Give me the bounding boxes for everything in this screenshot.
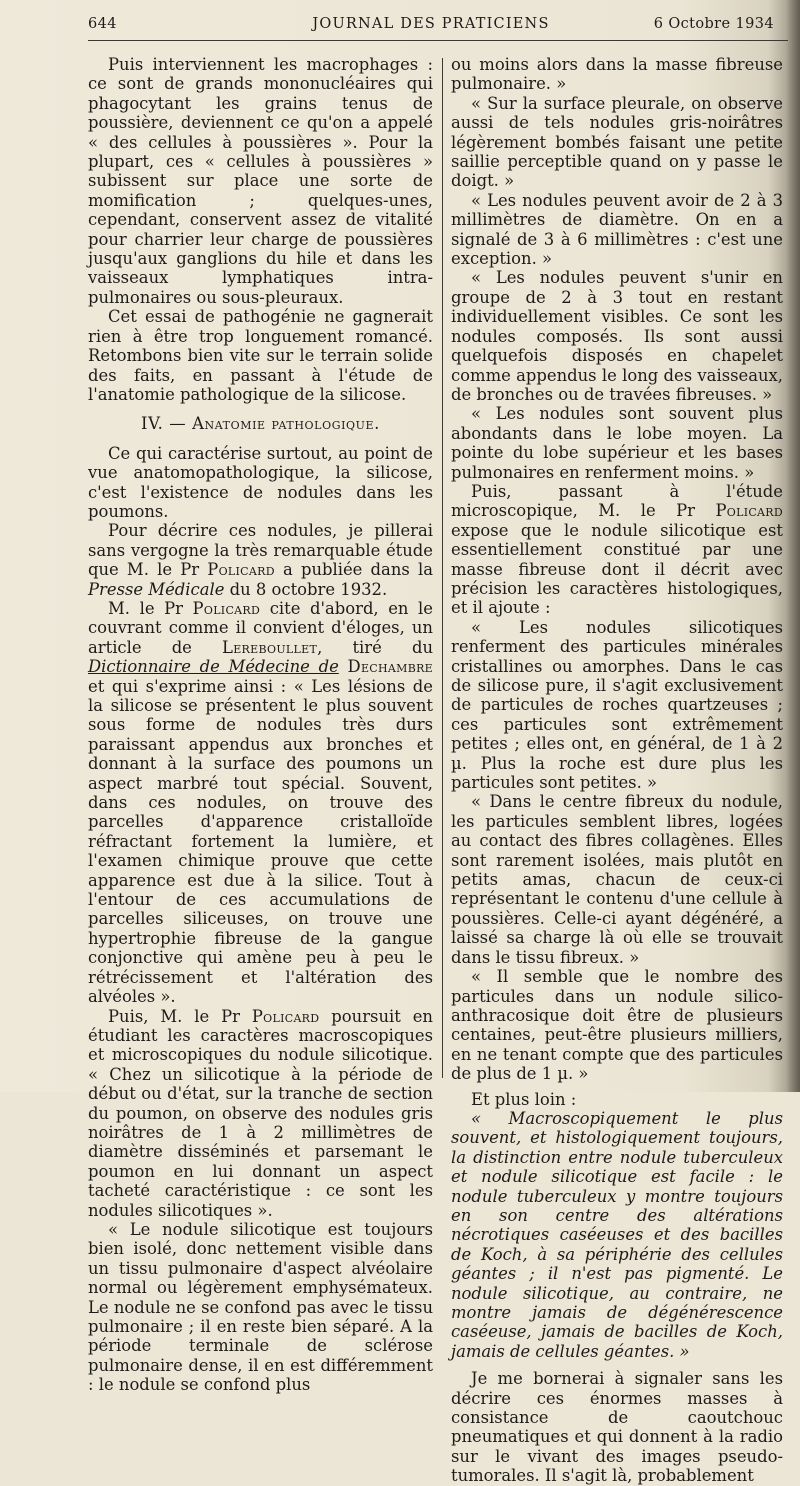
journal-title: JOURNAL DES PRATICIENS bbox=[312, 16, 550, 32]
paragraph: « Les nodules sont souvent plus abondants dans le lobe moyen. La pointe du lobe supérieur et les bases pulmonaires en renferment moins. » bbox=[451, 404, 783, 482]
paragraph: « Les nodules peuvent s'unir en groupe de 2 à 3 tout en restant individuellement visibles. Ce sont les nodules composés. Ils sont aussi quelquefois disposés en chapelet comme appendus le long des vaisseaux, de bronches ou de travées fibreuses. » bbox=[451, 268, 783, 404]
quoted-paragraph: « Macroscopiquement le plus souvent, et histologiquement toujours, la distinction entre nodule tuberculeux et nodule silicotique est facile : le nodule tuberculeux y montre toujours en son centre des altérations nécrotiques caséeuses et des bacilles de Koch, à sa périphérie des cellules géantes ; il n'est pas pigmenté. Le nodule silicotique, au contraire, ne montre jamais de dégénérescence caséeuse, jamais de bacilles de Koch, jamais de cellules géantes. » bbox=[451, 1108, 783, 1361]
paragraph: Pour décrire ces nodules, je pillerai sans vergogne la très remarquable étude que M. le Pr Policard a publiée dans la Presse Médicale du 8 octobre 1932. bbox=[88, 521, 433, 599]
paragraph: Cet essai de pathogénie ne gagnerait rien à être trop longuement romancé. Retombons bien vite sur le terrain solide des faits, en passant à l'étude de l'anatomie pathologique de la silicose. bbox=[88, 307, 433, 404]
page-header bbox=[88, 14, 774, 38]
paragraph: Puis interviennent les macrophages : ce sont de grands mononucléaires qui phagocytant les grains tenus de poussière, deviennent ce qu'on a appelé « des cellules à poussières ». Pour la plupart, ces « cellules à poussières » subissent sur place une sorte de momification ; quelques-unes, cependant, conservent assez de vitalité pour charrier leur charge de poussières jusqu'aux ganglions du hile et dans les vaisseaux lymphatiques intra-pulmonaires ou sous-pleuraux. bbox=[88, 55, 433, 307]
section-heading: IV. — Anatomie pathologique. bbox=[141, 414, 380, 434]
page-edge-shadow bbox=[786, 0, 800, 1092]
paragraph: M. le Pr Policard cite d'abord, en le couvrant comme il convient d'éloges, un article de Lereboullet, tiré du Dictionnaire de Médecine de Dechambre et qui s'exprime ainsi : « Les lésions de la silicose se présentent le plus souvent sous forme de nodules très durs paraissant appendus aux bronches et donnant à la surface des poumons un aspect marbré tout spécial. Souvent, dans ces nodules, on trouve des parcelles d'apparence cristalloïde réfractant fortement la lumière, et l'examen chimique prouve que cette apparence est due à la silice. Tout à l'entour de ces accumulations de parcelles siliceuses, on trouve une hypertrophie fibreuse de la gangue conjonctive qui amène peu à peu le rétrécissement et l'altération des alvéoles ». bbox=[88, 598, 433, 1007]
paragraph: « Dans le centre fibreux du nodule, les particules semblent libres, logées au contact des fibres collagènes. Elles sont rarement isolées, mais plutôt en petits amas, chacun de ceux-ci représentant le contenu d'une cellule à poussières. Celle-ci ayant dégénéré, a laissé sa charge là où elle se trouvait dans le tissu fibreux. » bbox=[451, 792, 783, 967]
author-name: Lereboullet bbox=[222, 637, 318, 657]
paragraph: Et plus loin : bbox=[471, 1089, 577, 1109]
author-name: Dechambre bbox=[347, 657, 433, 677]
author-name: Policard bbox=[715, 501, 783, 521]
page-number: 644 bbox=[88, 16, 117, 32]
paragraph: « Les nodules silicotiques renferment des particules minérales cristallines ou amorphes. Dans le cas de silicose pure, il s'agit exclusivement de particules de roches quartzeuses ; ces particules sont extrêmement petites ; elles ont, en général, de 1 à 2 µ. Plus la roche est dure plus les particules sont petites. » bbox=[451, 617, 783, 793]
paragraph: « Il semble que le nombre des particules dans un nodule silico-anthracosique doit être de plusieurs centaines, peut-être plusieurs milliers, en ne tenant compte que des particules de plus de 1 µ. » bbox=[451, 967, 783, 1084]
left-column bbox=[88, 55, 433, 1395]
paragraph: « Les nodules peuvent avoir de 2 à 3 millimètres de diamètre. On en a signalé de 3 à 6 millimètres : c'est une exception. » bbox=[451, 190, 783, 269]
right-column bbox=[451, 55, 783, 1486]
header-rule bbox=[88, 40, 788, 41]
dictionary-title: Dictionnaire de Médecine de bbox=[88, 657, 339, 677]
issue-date: 6 Octobre 1934 bbox=[653, 16, 774, 32]
author-name: Policard bbox=[251, 1006, 320, 1026]
paragraph: Je me bornerai à signaler sans les décrire ces énormes masses à consistance de caoutchouc pneumatiques et qui donnent à la radio sur le vivant des images pseudo-tumorales. Il s'agit là, probablement bbox=[451, 1369, 783, 1486]
journal-name: Presse Médicale bbox=[88, 579, 225, 599]
paragraph: Puis, passant à l'étude microscopique, M. le Pr Policard expose que le nodule silicotique est essentiellement constitué par une masse fibreuse dont il décrit avec précision les caractères histologiques, et il ajoute : bbox=[451, 481, 783, 618]
paragraph: « Sur la surface pleurale, on observe aussi de tels nodules gris-noirâtres légèrement bombés faisant une petite saillie perceptible quand on y passe le doigt. » bbox=[451, 93, 783, 191]
author-name: Policard bbox=[207, 560, 275, 580]
column-divider bbox=[442, 58, 443, 1078]
paragraph: Puis, M. le Pr Policard poursuit en étudiant les caractères macroscopiques et microscopiques du nodule silicotique. « Chez un silicotique à la période de début ou d'état, sur la tranche de section du poumon, on observe des nodules gris noirâtres de 1 à 2 millimètres de diamètre disséminés et parsemant le poumon en lui donnant un aspect tacheté caractéristique : ce sont les nodules silicotiques ». bbox=[88, 1006, 433, 1220]
author-name: Policard bbox=[192, 598, 261, 618]
paragraph: Ce qui caractérise surtout, au point de vue anatomopathologique, la silicose, c'est l'existence de nodules dans les poumons. bbox=[88, 443, 433, 521]
paragraph: « Le nodule silicotique est toujours bien isolé, donc nettement visible dans un tissu pulmonaire d'aspect alvéolaire normal ou légèrement emphysémateux. Le nodule ne se confond pas avec le tissu pulmonaire ; il en reste bien séparé. A la période terminale de sclérose pulmonaire dense, il en est différemment : le nodule se confond plus bbox=[88, 1219, 433, 1395]
paragraph: ou moins alors dans la masse fibreuse pulmonaire. » bbox=[451, 55, 783, 94]
